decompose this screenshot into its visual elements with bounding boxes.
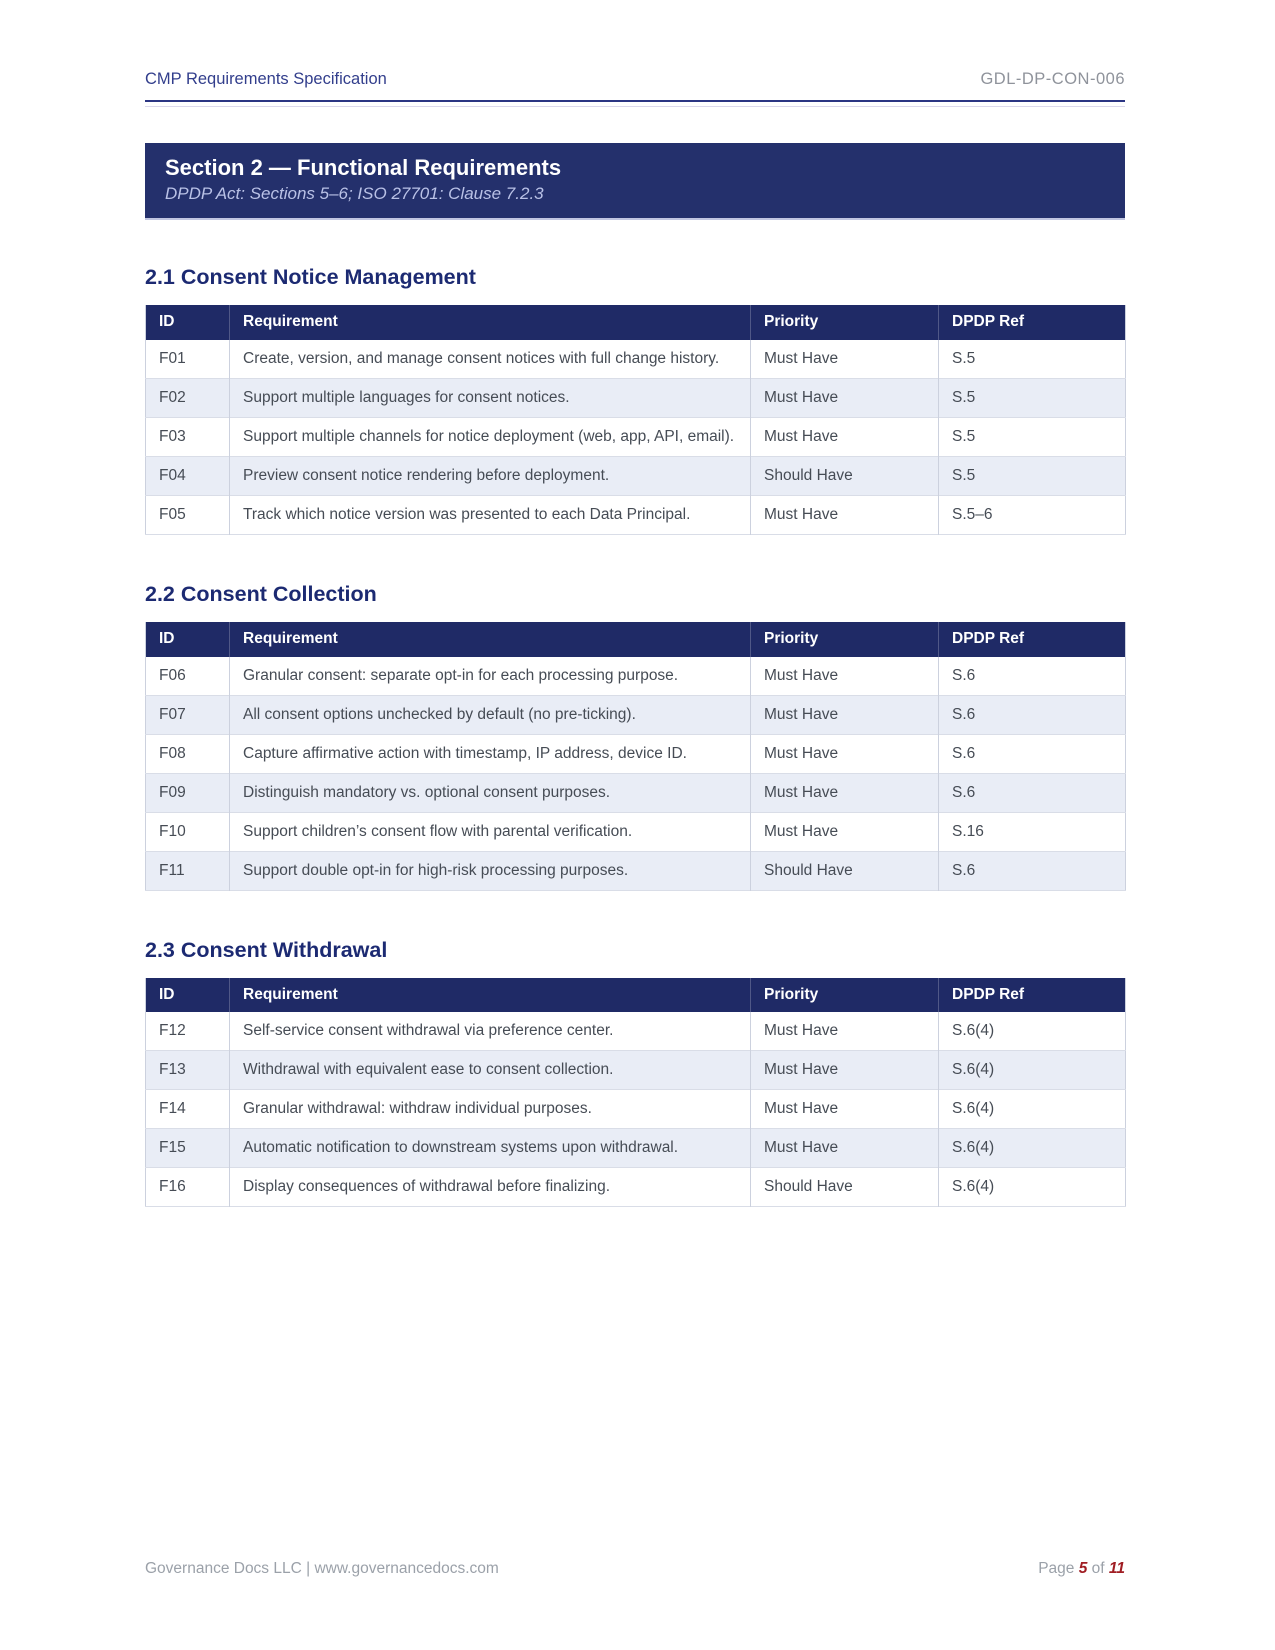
- dpdp-ref-cell: S.6: [939, 657, 1126, 696]
- requirement-cell: Self-service consent withdrawal via preference center.: [230, 1012, 751, 1051]
- priority-cell: Should Have: [751, 851, 939, 890]
- page-current: 5: [1078, 1560, 1088, 1577]
- column-header: DPDP Ref: [939, 978, 1126, 1013]
- table-row: [146, 812, 1126, 851]
- req-id-cell: F07: [146, 695, 230, 734]
- priority-cell: Must Have: [751, 812, 939, 851]
- section-heading: 2.1 Consent Notice Management: [145, 265, 476, 290]
- column-header: Priority: [751, 622, 939, 657]
- page-label: Page: [1038, 1560, 1075, 1577]
- requirement-cell: Display consequences of withdrawal before finalizing.: [230, 1168, 751, 1207]
- dpdp-ref-cell: S.6(4): [939, 1090, 1126, 1129]
- dpdp-ref-cell: S.6(4): [939, 1012, 1126, 1051]
- dpdp-ref-cell: S.5–6: [939, 496, 1126, 535]
- footer-company: Governance Docs LLC | www.governancedocs.com: [145, 1560, 499, 1577]
- requirements-section: [145, 582, 1125, 891]
- requirement-cell: Automatic notification to downstream systems upon withdrawal.: [230, 1129, 751, 1168]
- column-header: Requirement: [230, 305, 751, 340]
- running-header: [145, 70, 1125, 102]
- table-row: [146, 457, 1126, 496]
- section-banner-subtitle: DPDP Act: Sections 5–6; ISO 27701: Clause 7.2.3: [165, 184, 544, 204]
- requirement-cell: Granular withdrawal: withdraw individual purposes.: [230, 1090, 751, 1129]
- document-title: CMP Requirements Specification: [145, 70, 387, 88]
- priority-cell: Must Have: [751, 657, 939, 696]
- requirement-cell: Create, version, and manage consent notices with full change history.: [230, 340, 751, 379]
- section-heading: 2.3 Consent Withdrawal: [145, 937, 388, 962]
- req-id-cell: F08: [146, 734, 230, 773]
- priority-cell: Must Have: [751, 695, 939, 734]
- table-row: [146, 418, 1126, 457]
- req-id-cell: F04: [146, 457, 230, 496]
- column-header: Priority: [751, 305, 939, 340]
- priority-cell: Must Have: [751, 1129, 939, 1168]
- column-header: DPDP Ref: [939, 305, 1126, 340]
- req-id-cell: F11: [146, 851, 230, 890]
- requirement-cell: Support double opt-in for high-risk processing purposes.: [230, 851, 751, 890]
- table-header-row: [146, 622, 1126, 657]
- requirement-cell: Track which notice version was presented to each Data Principal.: [230, 496, 751, 535]
- header-rule: [145, 106, 1125, 107]
- document-id: GDL-DP-CON-006: [980, 70, 1125, 88]
- requirement-cell: All consent options unchecked by default (no pre-ticking).: [230, 695, 751, 734]
- table-row: [146, 496, 1126, 535]
- priority-cell: Must Have: [751, 773, 939, 812]
- table-header-row: [146, 305, 1126, 340]
- priority-cell: Must Have: [751, 340, 939, 379]
- priority-cell: Must Have: [751, 379, 939, 418]
- req-id-cell: F02: [146, 379, 230, 418]
- page-of-label: of: [1091, 1560, 1105, 1577]
- req-id-cell: F12: [159, 1022, 186, 1040]
- requirements-table: [145, 978, 1126, 1208]
- priority-cell: Should Have: [751, 1168, 939, 1207]
- dpdp-ref-cell: S.5: [939, 457, 1126, 496]
- requirements-table: [145, 305, 1126, 535]
- page-indicator: [1038, 1560, 1125, 1578]
- section-banner: [145, 143, 1125, 218]
- dpdp-ref-cell: S.5: [939, 418, 1126, 457]
- requirement-cell: Support multiple languages for consent notices.: [230, 379, 751, 418]
- document-page: [145, 0, 1125, 1207]
- dpdp-ref-cell: S.6: [939, 734, 1126, 773]
- req-id-cell: F15: [146, 1129, 230, 1168]
- column-header: ID: [146, 978, 230, 1013]
- priority-cell: Must Have: [751, 496, 939, 535]
- requirement-cell: Support multiple channels for notice deployment (web, app, API, email).: [230, 418, 751, 457]
- dpdp-ref-cell: S.6: [939, 851, 1126, 890]
- priority-cell: Must Have: [751, 1012, 939, 1051]
- requirement-cell: Distinguish mandatory vs. optional consent purposes.: [230, 773, 751, 812]
- req-id-cell: F01: [159, 350, 186, 368]
- req-id-cell: F09: [146, 773, 230, 812]
- document-body: [145, 265, 1125, 1207]
- table-row: [146, 379, 1126, 418]
- column-header: ID: [146, 305, 230, 340]
- requirement-cell: Granular consent: separate opt-in for each processing purpose.: [230, 657, 751, 696]
- table-row: [146, 1051, 1126, 1090]
- table-row: [146, 657, 1126, 696]
- req-id-cell: F06: [159, 666, 186, 684]
- table-row: [146, 1129, 1126, 1168]
- page-total: 11: [1108, 1560, 1125, 1577]
- requirement-cell: Capture affirmative action with timestamp, IP address, device ID.: [230, 734, 751, 773]
- requirements-section: [145, 938, 1125, 1208]
- req-id-cell: F03: [146, 418, 230, 457]
- dpdp-ref-cell: S.6(4): [939, 1051, 1126, 1090]
- priority-cell: Must Have: [751, 734, 939, 773]
- req-id-cell: F05: [146, 496, 230, 535]
- table-row: [146, 1012, 1126, 1051]
- req-id-cell: F13: [146, 1051, 230, 1090]
- requirements-section: [145, 265, 1125, 535]
- requirement-cell: Preview consent notice rendering before deployment.: [230, 457, 751, 496]
- dpdp-ref-cell: S.6: [939, 695, 1126, 734]
- requirement-cell: Support children’s consent flow with parental verification.: [230, 812, 751, 851]
- req-id-cell: F10: [146, 812, 230, 851]
- priority-cell: Should Have: [751, 457, 939, 496]
- column-header: DPDP Ref: [939, 622, 1126, 657]
- req-id-cell: F16: [146, 1168, 230, 1207]
- section-banner-title: Section 2 — Functional Requirements: [165, 155, 562, 180]
- dpdp-ref-cell: S.16: [939, 812, 1126, 851]
- priority-cell: Must Have: [751, 1090, 939, 1129]
- column-header: ID: [146, 622, 230, 657]
- column-header: Priority: [751, 978, 939, 1013]
- section-heading: 2.2 Consent Collection: [145, 582, 377, 607]
- table-row: [146, 1168, 1126, 1207]
- dpdp-ref-cell: S.5: [939, 379, 1126, 418]
- table-row: [146, 695, 1126, 734]
- table-row: [146, 734, 1126, 773]
- dpdp-ref-cell: S.6(4): [939, 1168, 1126, 1207]
- table-row: [146, 340, 1126, 379]
- req-id-cell: F14: [146, 1090, 230, 1129]
- priority-cell: Must Have: [751, 1051, 939, 1090]
- table-row: [146, 851, 1126, 890]
- dpdp-ref-cell: S.6(4): [939, 1129, 1126, 1168]
- dpdp-ref-cell: S.5: [939, 340, 1126, 379]
- requirement-cell: Withdrawal with equivalent ease to consent collection.: [230, 1051, 751, 1090]
- table-row: [146, 773, 1126, 812]
- table-header-row: [146, 978, 1126, 1013]
- column-header: Requirement: [230, 978, 751, 1013]
- priority-cell: Must Have: [751, 418, 939, 457]
- running-footer: [145, 1560, 1125, 1578]
- dpdp-ref-cell: S.6: [939, 773, 1126, 812]
- requirements-table: [145, 622, 1126, 891]
- table-row: [146, 1090, 1126, 1129]
- column-header: Requirement: [230, 622, 751, 657]
